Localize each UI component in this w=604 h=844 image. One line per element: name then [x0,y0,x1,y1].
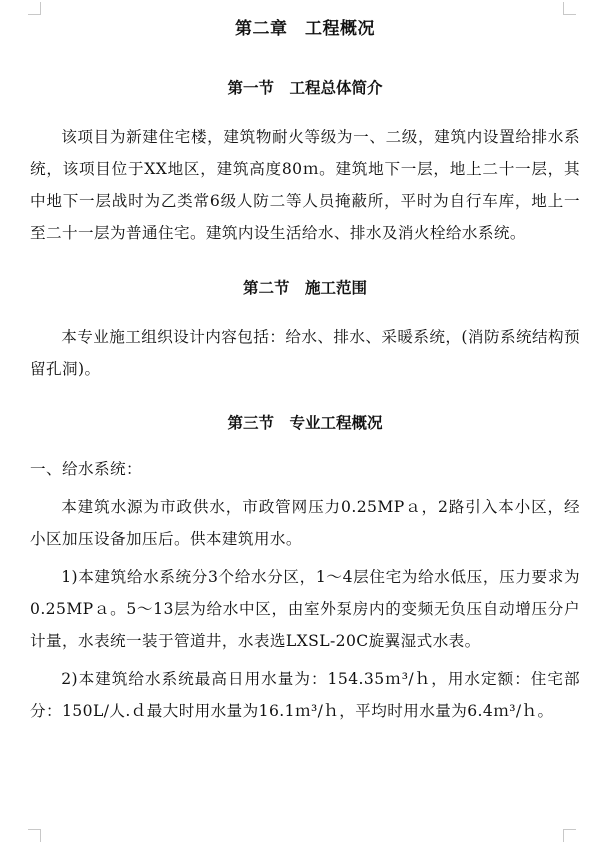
subheading: 一、给水系统： [30,460,142,478]
section-title: 第二节 施工范围 [242,278,367,297]
section-title: 第三节 专业工程概况 [227,413,383,432]
body-paragraph: 1)本建筑给水系统分3个给水分区，1～4层住宅为给水低压，压力要求为0.25MPａ。5～13层为给水中区，由室外泵房内的变频无负压自动增压分户计量，水表统一装于管道井，水表选LXSL-20C旋翼湿式水表。 [30,568,580,650]
body-paragraph: 本建筑水源为市政供水，市政管网压力0.25MPａ，2路引入本小区，经小区加压设备加压后。供本建筑用水。 [30,498,580,548]
body-paragraph: 2)本建筑给水系统最高日用水量为：154.35ｍ³/ｈ，用水定额：住宅部分：150L/人.ｄ最大时用水量为16.1ｍ³/ｈ，平均时用水量为6.4ｍ³/ｈ。 [30,670,580,720]
page-corner-mark [28,829,41,842]
document-page [30,0,580,727]
body-paragraph: 本专业施工组织设计内容包括：给水、排水、采暖系统，(消防系统结构预留孔洞)。 [30,328,580,378]
chapter-title: 第二章 工程概况 [235,19,375,39]
section-title: 第一节 工程总体简介 [227,78,383,97]
page-corner-mark [563,829,576,842]
body-paragraph: 该项目为新建住宅楼，建筑物耐火等级为一、二级，建筑内设置给排水系统，该项目位于XX地区，建筑高度80ｍ。建筑地下一层，地上二十一层，其中地下一层战时为乙类常6级人防二等人员掩蔽所，平时为自行车库，地上一至二十一层为普通住宅。建筑内设生活给水、排水及消火栓给水系统。 [30,128,580,242]
